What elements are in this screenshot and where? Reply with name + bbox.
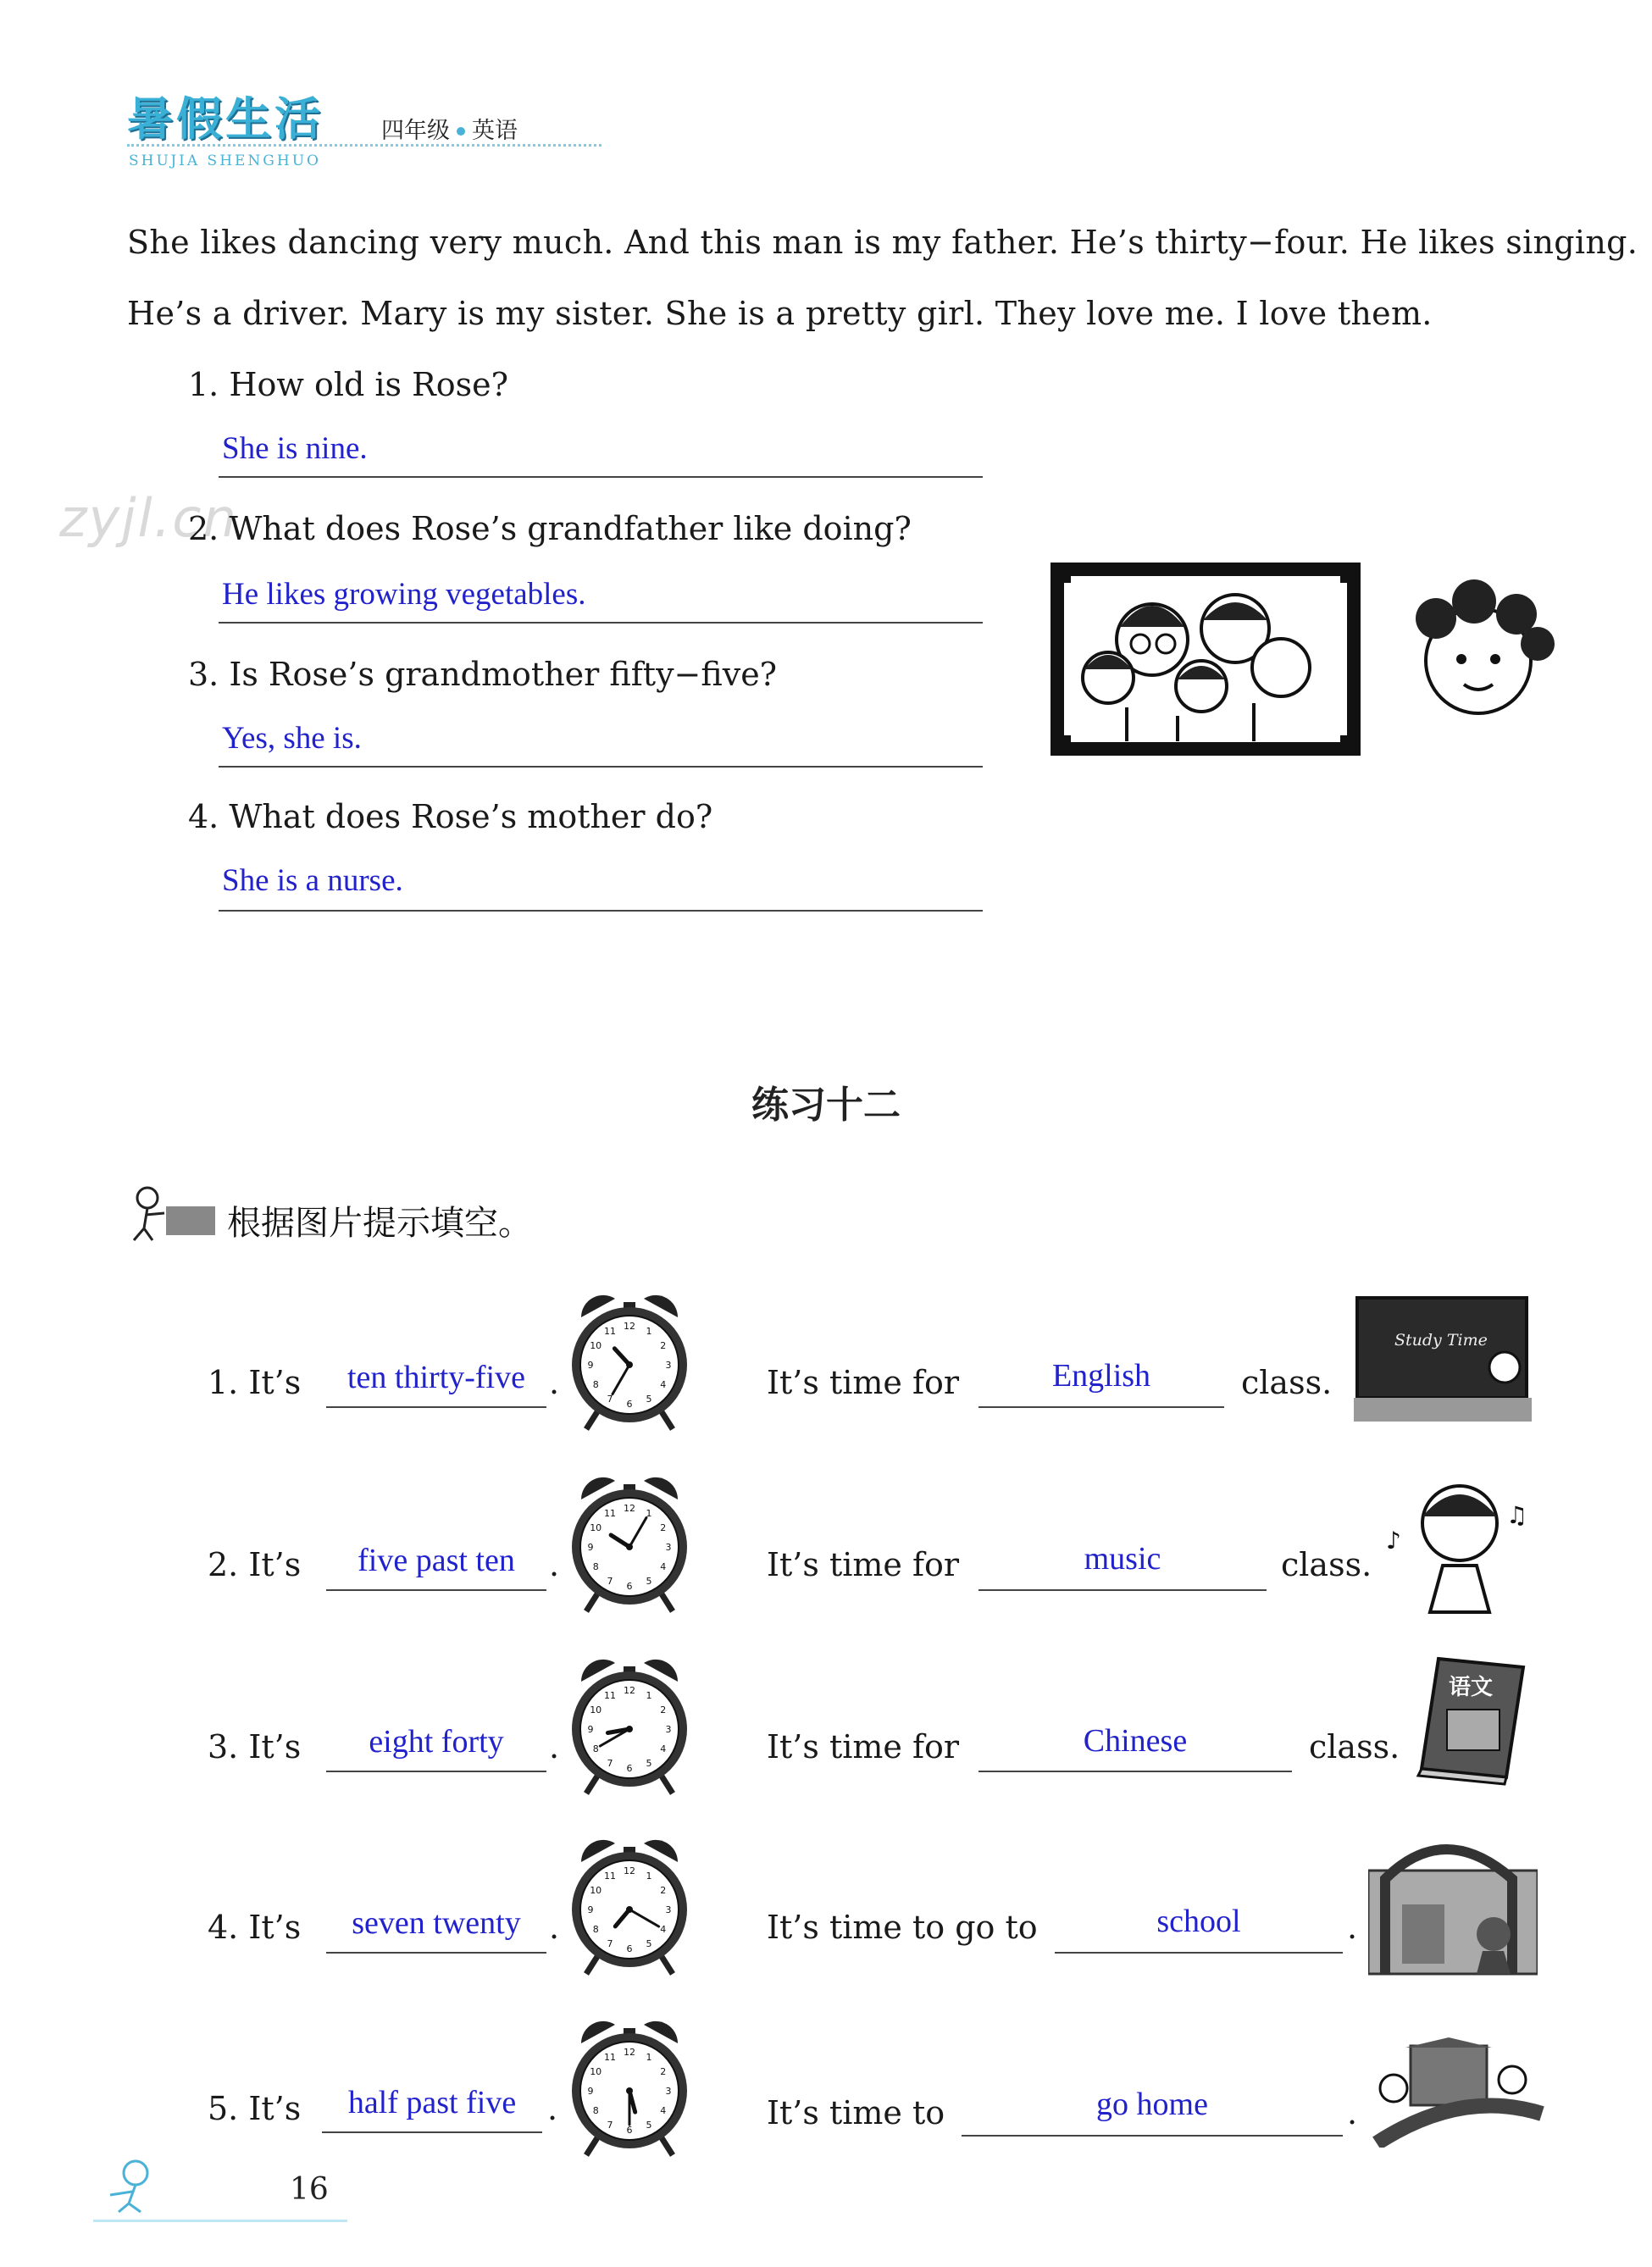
svg-text:2: 2	[660, 1885, 667, 1896]
exercise-2-suffix: class.	[1281, 1546, 1372, 1583]
svg-text:2: 2	[660, 1340, 667, 1351]
exercise-4-answer-line	[1055, 1952, 1343, 1954]
exercise-4-time-line	[326, 1952, 546, 1954]
svg-text:3: 3	[665, 1542, 672, 1553]
svg-text:12: 12	[624, 1503, 635, 1514]
svg-text:12: 12	[624, 1865, 635, 1876]
answer-3[interactable]: Yes, she is.	[222, 721, 362, 756]
svg-text:12: 12	[624, 2047, 635, 2058]
exercise-2-prefix: It’s time for	[767, 1546, 960, 1583]
question-2: 2. What does Rose’s grandfather like doing?	[188, 510, 912, 547]
exercise-2-answer[interactable]: music	[1084, 1541, 1161, 1577]
blackboard-illustration	[1354, 1294, 1533, 1423]
subject-label: 英语	[472, 118, 518, 144]
answer-line-4	[219, 910, 983, 912]
svg-text:1: 1	[646, 1690, 652, 1702]
exercise-5-time-answer[interactable]: half past five	[347, 2085, 517, 2120]
student-icon	[127, 1184, 220, 1244]
svg-text:2: 2	[660, 1522, 667, 1533]
svg-text:9: 9	[587, 1542, 594, 1553]
instruction: 根据图片提示填空。	[227, 1204, 532, 1243]
section-title: 练习十二	[751, 1084, 901, 1127]
question-4: 4. What does Rose’s mother do?	[188, 798, 713, 835]
exercise-1-time-line	[326, 1406, 546, 1408]
alarm-clock-icon	[566, 2009, 693, 2159]
svg-text:11: 11	[604, 1871, 616, 1882]
svg-text:9: 9	[587, 2086, 594, 2097]
footer-mascot-icon	[85, 2156, 161, 2215]
exercise-3-prefix: It’s time for	[767, 1728, 960, 1765]
svg-text:6: 6	[626, 1581, 633, 1592]
svg-text:3: 3	[665, 2086, 672, 2097]
exercise-3-period: .	[549, 1728, 560, 1765]
exercise-2-answer-line	[978, 1589, 1267, 1591]
svg-text:10: 10	[590, 1885, 602, 1896]
exercise-3-suffix: class.	[1309, 1728, 1400, 1765]
question-3: 3. Is Rose’s grandmother fifty−five?	[188, 656, 778, 693]
svg-text:♫: ♫	[1506, 1501, 1528, 1529]
watermark: zyjl.cn	[59, 487, 238, 549]
exercise-5-period: .	[547, 2090, 558, 2127]
svg-text:2: 2	[660, 2066, 667, 2077]
exercise-4-period: .	[549, 1909, 560, 1946]
svg-text:5: 5	[646, 2119, 652, 2131]
answer-line-3	[219, 766, 983, 768]
passage-line-1: She likes dancing very much. And this man is my father. He’s thirty−four. He likes singing.	[127, 224, 1638, 261]
exercise-5-answer[interactable]: go home	[1096, 2087, 1208, 2122]
svg-text:2: 2	[660, 1704, 667, 1715]
passage-line-2: He’s a driver. Mary is my sister. She is a pretty girl. They love me. I love them.	[127, 295, 1433, 332]
svg-text:7: 7	[607, 2119, 613, 2131]
svg-text:11: 11	[604, 1690, 616, 1702]
exercise-2-time-answer[interactable]: five past ten	[358, 1543, 515, 1578]
book-title: 语文	[1449, 1675, 1494, 1700]
svg-text:3: 3	[665, 1904, 672, 1915]
exercise-4-label: 4. It’s	[208, 1909, 302, 1946]
svg-text:8: 8	[592, 1561, 599, 1572]
page-number: 16	[290, 2172, 329, 2207]
svg-text:10: 10	[590, 1522, 602, 1533]
chinese-book-illustration	[1405, 1650, 1532, 1786]
svg-text:3: 3	[665, 1724, 672, 1735]
svg-text:8: 8	[592, 1743, 599, 1754]
exercise-4-time-answer[interactable]: seven twenty	[352, 1905, 521, 1941]
exercise-3-answer[interactable]: Chinese	[1083, 1723, 1188, 1759]
svg-text:11: 11	[604, 2052, 616, 2064]
svg-text:3: 3	[665, 1360, 672, 1371]
exercise-2-time-line	[326, 1589, 546, 1591]
answer-4[interactable]: She is a nurse.	[222, 863, 403, 898]
exercise-1-answer-line	[978, 1406, 1224, 1408]
svg-text:6: 6	[626, 1943, 633, 1954]
grade-subject	[381, 112, 518, 145]
alarm-clock-icon	[566, 1648, 693, 1797]
dot-icon	[457, 127, 465, 136]
svg-text:4: 4	[660, 1743, 667, 1754]
svg-text:8: 8	[592, 2105, 599, 2116]
school-gate-illustration	[1368, 1828, 1538, 1976]
svg-text:4: 4	[660, 1924, 667, 1935]
svg-text:8: 8	[592, 1924, 599, 1935]
svg-text:6: 6	[626, 1399, 633, 1410]
exercise-3-answer-line	[978, 1771, 1292, 1772]
svg-text:1: 1	[646, 1326, 652, 1338]
exercise-5-label: 5. It’s	[208, 2090, 302, 2127]
svg-text:10: 10	[590, 1704, 602, 1715]
brand-pinyin: SHUJIA SHENGHUO	[129, 152, 321, 169]
exercise-3-time-answer[interactable]: eight forty	[369, 1724, 504, 1760]
svg-text:4: 4	[660, 2105, 667, 2116]
footer-divider	[93, 2220, 347, 2222]
alarm-clock-icon	[566, 1283, 693, 1433]
exercise-4-suffix: .	[1347, 1909, 1358, 1946]
exercise-1-period: .	[549, 1364, 560, 1401]
exercise-4-prefix: It’s time to go to	[767, 1909, 1038, 1946]
svg-text:11: 11	[604, 1326, 616, 1338]
exercise-2-label: 2. It’s	[208, 1546, 302, 1583]
answer-line-2	[219, 622, 983, 624]
svg-text:6: 6	[626, 2125, 633, 2136]
svg-text:5: 5	[646, 1575, 652, 1587]
exercise-3-time-line	[326, 1771, 546, 1772]
svg-text:9: 9	[587, 1360, 594, 1371]
family-photo-illustration	[1051, 559, 1559, 762]
exercise-5-prefix: It’s time to	[767, 2094, 945, 2131]
exercise-1-prefix: It’s time for	[767, 1364, 960, 1401]
answer-1[interactable]: She is nine.	[222, 431, 368, 466]
exercise-1-suffix: class.	[1241, 1364, 1333, 1401]
blackboard-text: Study Time	[1394, 1331, 1488, 1350]
svg-text:11: 11	[604, 1508, 616, 1520]
svg-text:7: 7	[607, 1575, 613, 1587]
svg-text:8: 8	[592, 1379, 599, 1390]
alarm-clock-icon	[566, 1828, 693, 1977]
exercise-5-time-line	[322, 2131, 542, 2133]
svg-text:5: 5	[646, 1757, 652, 1769]
svg-text:9: 9	[587, 1904, 594, 1915]
svg-text:4: 4	[660, 1379, 667, 1390]
svg-text:5: 5	[646, 1937, 652, 1949]
svg-text:7: 7	[607, 1393, 613, 1405]
svg-text:10: 10	[590, 2066, 602, 2077]
question-1: 1. How old is Rose?	[188, 366, 508, 403]
svg-text:1: 1	[646, 1871, 652, 1882]
svg-text:4: 4	[660, 1561, 667, 1572]
exercise-1-label: 1. It’s	[208, 1364, 302, 1401]
exercise-5-answer-line	[962, 2135, 1343, 2137]
svg-text:12: 12	[624, 1685, 635, 1696]
answer-2[interactable]: He likes growing vegetables.	[222, 577, 586, 612]
svg-text:10: 10	[590, 1340, 602, 1351]
svg-text:1: 1	[646, 1508, 652, 1520]
svg-text:1: 1	[646, 2052, 652, 2064]
answer-line-1	[219, 476, 983, 478]
svg-text:6: 6	[626, 1763, 633, 1774]
exercise-1-answer[interactable]: English	[1051, 1358, 1151, 1394]
header-divider	[127, 144, 601, 147]
grade-label: 四年级	[381, 118, 450, 144]
alarm-clock-icon	[566, 1466, 693, 1615]
svg-text:7: 7	[607, 1937, 613, 1949]
svg-text:♪: ♪	[1386, 1527, 1401, 1555]
exercise-4-answer[interactable]: school	[1156, 1904, 1241, 1939]
svg-text:7: 7	[607, 1757, 613, 1769]
svg-text:9: 9	[587, 1724, 594, 1735]
going-home-illustration	[1368, 2037, 1546, 2148]
svg-text:5: 5	[646, 1393, 652, 1405]
exercise-3-label: 3. It’s	[208, 1728, 302, 1765]
singing-girl-illustration	[1379, 1472, 1532, 1616]
svg-text:12: 12	[624, 1321, 635, 1332]
exercise-1-time-answer[interactable]: ten thirty-five	[347, 1360, 525, 1395]
brand-logo: 暑假生活	[127, 92, 324, 146]
exercise-5-suffix: .	[1347, 2094, 1358, 2131]
exercise-2-period: .	[549, 1546, 560, 1583]
